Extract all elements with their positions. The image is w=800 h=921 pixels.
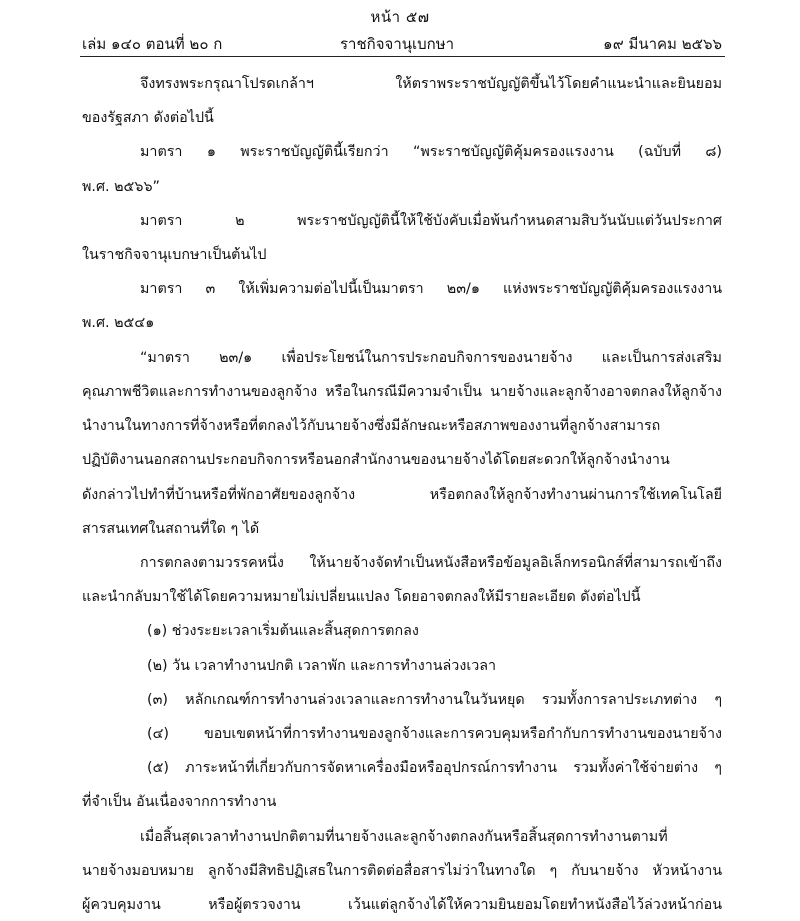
list-item: (๑) ช่วงระยะเวลาเริ่มต้นและสิ้นสุดการตกลง xyxy=(147,623,419,639)
text-line: ของรัฐสภา ดังต่อไปนี้ xyxy=(82,110,214,126)
page-number: หน้า ๕๗ xyxy=(370,8,430,26)
text-line: การตกลงตามวรรคหนึ่ง ให้นายจ้างจัดทำเป็นหนังสือหรือข้อมูลอิเล็กทรอนิกส์ที่สามารถเข้าถึง xyxy=(140,555,722,571)
text-line: ในราชกิจจานุเบกษาเป็นต้นไป xyxy=(82,247,267,263)
publication-date: ๑๙ มีนาคม ๒๕๖๖ xyxy=(603,35,722,53)
text-line: มาตรา ๓ ให้เพิ่มความต่อไปนี้เป็นมาตรา ๒๓/๑ แห่งพระราชบัญญัติคุ้มครองแรงงาน xyxy=(140,281,722,297)
list-item: (๕) ภาระหน้าที่เกี่ยวกับการจัดหาเครื่องมือหรืออุปกรณ์การทำงาน รวมทั้งค่าใช้จ่ายต่าง ๆ xyxy=(147,760,722,776)
text-line: “มาตรา ๒๓/๑ เพื่อประโยชน์ในการประกอบกิจการของนายจ้าง และเป็นการส่งเสริม xyxy=(140,350,722,366)
volume-issue: เล่ม ๑๔๐ ตอนที่ ๒๐ ก xyxy=(82,35,223,53)
text-line: สารสนเทศในสถานที่ใด ๆ ได้ xyxy=(82,521,260,537)
text-line: และนำกลับมาใช้ได้โดยความหมายไม่เปลี่ยนแปลง โดยอาจตกลงให้มีรายละเอียด ดังต่อไปนี้ xyxy=(82,589,641,605)
gazette-name: ราชกิจจานุเบกษา xyxy=(340,35,455,53)
text-line: มาตรา ๑ พระราชบัญญัตินี้เรียกว่า “พระราชบัญญัติคุ้มครองแรงงาน (ฉบับที่ ๘) xyxy=(140,144,722,160)
header-divider xyxy=(80,56,725,57)
header-row xyxy=(0,32,800,54)
text-line: จึงทรงพระกรุณาโปรดเกล้าฯ ให้ตราพระราชบัญญัติขึ้นไว้โดยคำแนะนำและยินยอม xyxy=(140,76,722,92)
text-line: คุณภาพชีวิตและการทำงานของลูกจ้าง หรือในกรณีมีความจำเป็น นายจ้างและลูกจ้างอาจตกลงให้ลูกจ้าง xyxy=(82,384,722,400)
text-line: เมื่อสิ้นสุดเวลาทำงานปกติตามที่นายจ้างและลูกจ้างตกลงกันหรือสิ้นสุดการทำงานตามที่ xyxy=(140,829,668,845)
text-line: พ.ศ. ๒๕๔๑ xyxy=(82,315,155,331)
text-line: มาตรา ๒ พระราชบัญญัตินี้ให้ใช้บังคับเมื่อพ้นกำหนดสามสิบวันนับแต่วันประกาศ xyxy=(140,213,722,229)
text-line: นายจ้างมอบหมาย ลูกจ้างมีสิทธิปฏิเสธในการติดต่อสื่อสารไม่ว่าในทางใด ๆ กับนายจ้าง หัวหน้างาน xyxy=(82,863,722,879)
list-item: (๓) หลักเกณฑ์การทำงานล่วงเวลาและการทำงานในวันหยุด รวมทั้งการลาประเภทต่าง ๆ xyxy=(147,692,722,708)
text-line: ที่จำเป็น อันเนื่องจากการทำงาน xyxy=(82,794,277,810)
text-line: ผู้ควบคุมงาน หรือผู้ตรวจงาน เว้นแต่ลูกจ้างได้ให้ความยินยอมโดยทำหนังสือไว้ล่วงหน้าก่อน xyxy=(82,897,722,913)
list-item: (๒) วัน เวลาทำงานปกติ เวลาพัก และการทำงานล่วงเวลา xyxy=(147,658,497,674)
text-line: นำงานในทางการที่จ้างหรือที่ตกลงไว้กับนายจ้างซึ่งมีลักษณะหรือสภาพของงานที่ลูกจ้างสามารถ xyxy=(82,418,661,434)
text-line: ดังกล่าวไปทำที่บ้านหรือที่พักอาศัยของลูกจ้าง หรือตกลงให้ลูกจ้างทำงานผ่านการใช้เทคโนโลยี xyxy=(82,487,722,503)
list-item: (๔) ขอบเขตหน้าที่การทำงานของลูกจ้างและการควบคุมหรือกำกับการทำงานของนายจ้าง xyxy=(147,726,722,742)
text-line: พ.ศ. ๒๕๖๖” xyxy=(82,179,160,195)
text-line: ปฏิบัติงานนอกสถานประกอบกิจการหรือนอกสำนักงานของนายจ้างได้โดยสะดวกให้ลูกจ้างนำงาน xyxy=(82,452,670,468)
